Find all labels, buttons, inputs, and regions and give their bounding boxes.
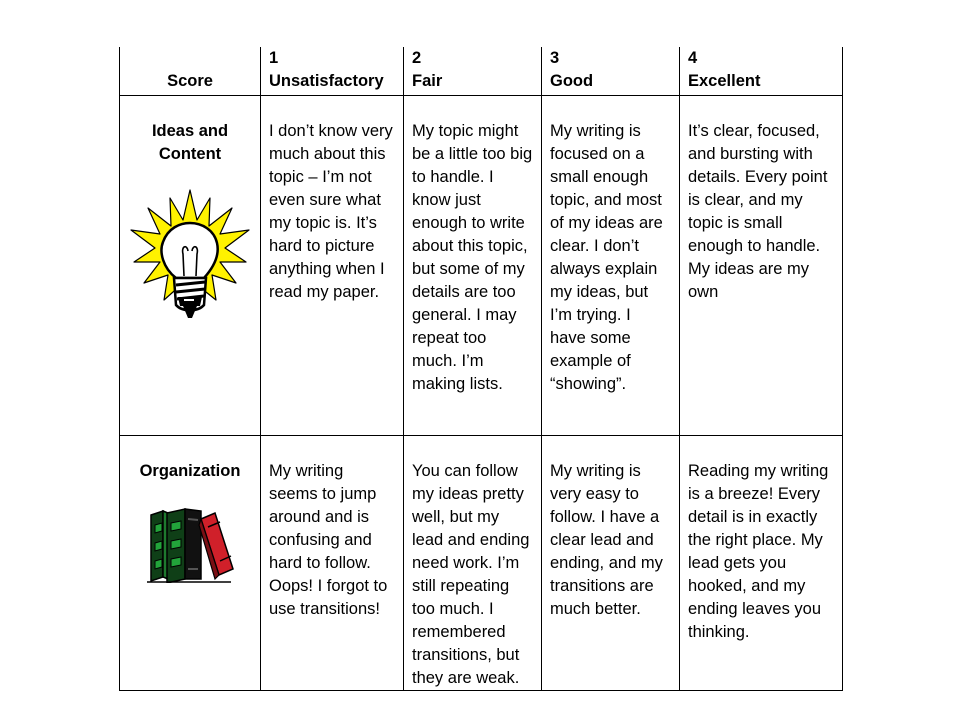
organization-fair-cell: You can follow my ideas pretty well, but my lead and ending need work. I’m still repeating too much. I remembered transitions, but they are weak. — [404, 436, 542, 691]
level-number: 3 — [550, 49, 560, 67]
organization-unsatisfactory-cell: My writing seems to jump around and is confusing and hard to follow. Oops! I forgot to use transitions! — [261, 436, 404, 691]
ideas-excellent-cell: It’s clear, focused, and bursting with details. Every point is clear, and my topic is small enough to handle. My ideas are my own — [680, 96, 843, 436]
organization-row — [120, 436, 843, 691]
books-icon — [145, 505, 235, 583]
trait-cell-ideas — [120, 96, 261, 436]
level-number: 4 — [688, 49, 698, 67]
level-name: Fair — [412, 72, 443, 90]
organization-good-cell: My writing is very easy to follow. I have a clear lead and ending, and my transitions are much better. — [542, 436, 680, 691]
level-number: 1 — [269, 49, 279, 67]
level-1-header — [261, 47, 404, 96]
trait-cell-organization — [120, 436, 261, 691]
level-name: Unsatisfactory — [269, 72, 384, 90]
level-4-header — [680, 47, 843, 96]
level-3-header — [542, 47, 680, 96]
light-bulb-icon — [128, 188, 252, 328]
writing-rubric-table — [119, 47, 843, 691]
level-number: 2 — [412, 49, 422, 67]
level-name: Excellent — [688, 72, 761, 90]
trait-label: Organization — [139, 462, 241, 480]
header-row — [120, 47, 843, 96]
ideas-fair-cell: My topic might be a little too big to handle. I know just enough to write about this topic, but some of my details are too general. I may repeat too much. I’m making lists. — [404, 96, 542, 436]
ideas-good-cell: My writing is focused on a small enough topic, and most of my ideas are clear. I don’t always explain my ideas, but I’m trying. I have some example of “showing”. — [542, 96, 680, 436]
trait-label: Ideas and Content — [151, 122, 229, 163]
ideas-unsatisfactory-cell: I don’t know very much about this topic – I’m not even sure what my topic is. It’s hard to picture anything when I read my paper. — [261, 96, 404, 436]
level-2-header — [404, 47, 542, 96]
level-name: Good — [550, 72, 594, 90]
score-header: Score — [120, 47, 261, 96]
ideas-content-row — [120, 96, 843, 436]
organization-excellent-cell: Reading my writing is a breeze! Every detail is in exactly the right place. My lead gets you hooked, and my ending leaves you thinking. — [680, 436, 843, 691]
